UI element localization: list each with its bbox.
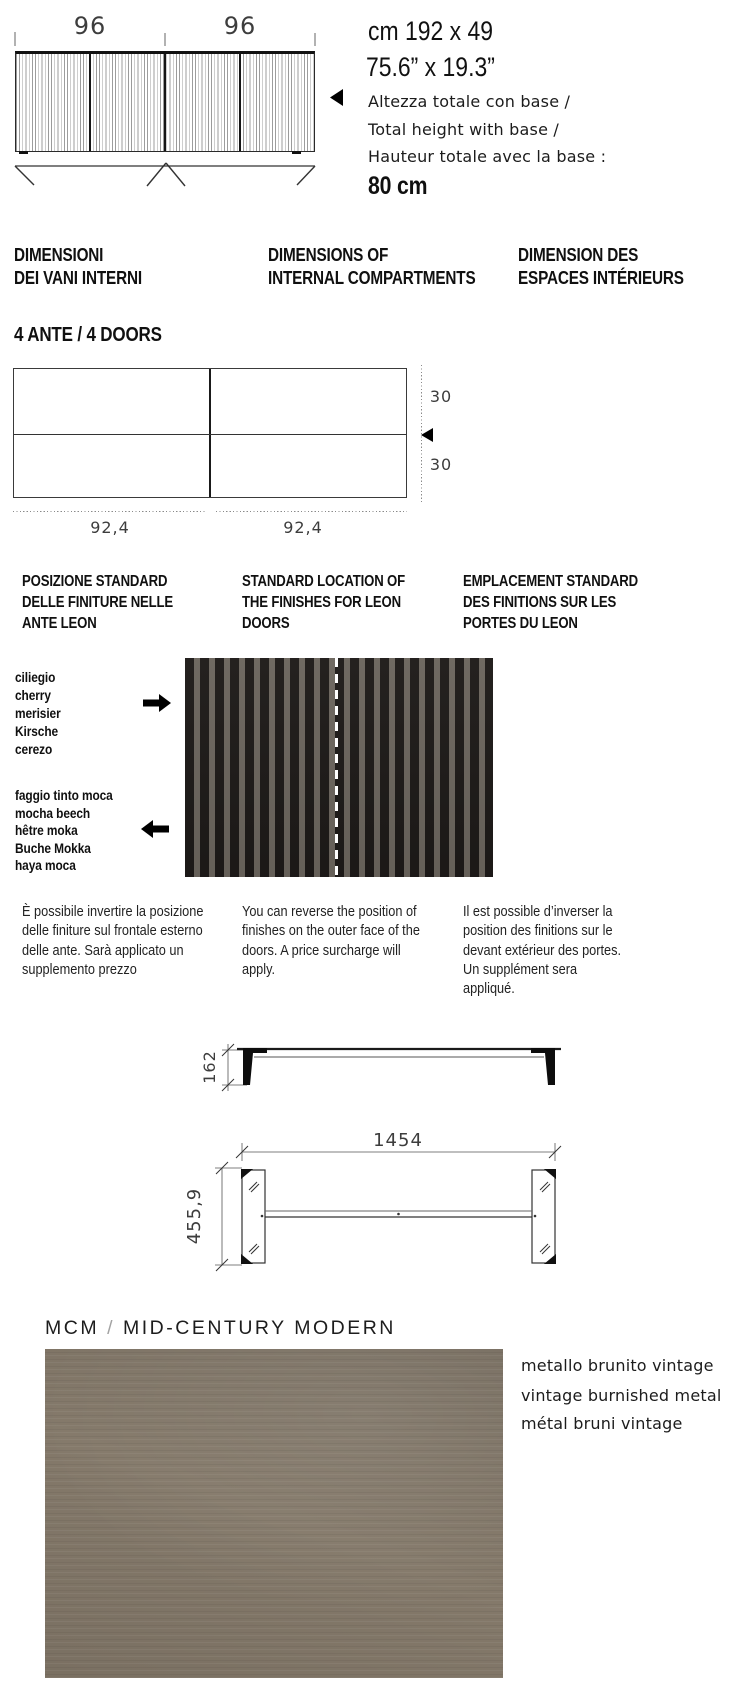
note-fr: Il est possible d’inverser la position des finitions sur le devant extérieur des portes. Un supplément sera appliqué.: [463, 903, 622, 998]
arrow-left-icon: [141, 820, 169, 838]
finish-b-names: faggio tinto moca mocha beech hêtre moka Buche Mokka haya moca: [15, 787, 113, 873]
header-dimensions-en: DIMENSIONS OF INTERNAL COMPARTMENTS: [268, 245, 476, 288]
compartment-width-left-label: 92,4: [90, 518, 130, 537]
arrow-right-icon: [143, 694, 171, 712]
door-divider: [164, 54, 166, 151]
height-note-it: Altezza totale con base /: [368, 92, 571, 111]
note-en: You can reverse the position of finishes on the outer face of the doors. A price surcharge will apply.: [242, 903, 420, 978]
header-finish-fr: EMPLACEMENT STANDARD DES FINITIONS SUR LES PORTES DU LEON: [463, 573, 638, 632]
door-width-left-label: 96: [73, 12, 107, 40]
compartments-diagram: [13, 368, 407, 498]
burnished-metal-swatch-image: [45, 1349, 503, 1678]
compartment-width-right-label: 92,4: [283, 518, 323, 537]
dimension-dotted-line-left: [13, 511, 207, 512]
height-note-en: Total height with base /: [368, 120, 559, 139]
base-width-label: 1454: [373, 1130, 423, 1151]
compartment-height-bottom-label: 30: [429, 455, 453, 474]
metal-finish-name-it: metallo brunito vintage: [521, 1356, 714, 1375]
cabinet-foot: [292, 151, 301, 154]
door-divider: [89, 54, 91, 151]
cabinet-foot: [19, 151, 28, 154]
header-dimensions-fr: DIMENSION DES ESPACES INTÉRIEURS: [518, 245, 684, 288]
metal-finish-name-fr: métal bruni vintage: [521, 1414, 683, 1433]
fluted-door-finish-image: [185, 658, 493, 877]
header-dimensions-it: DIMENSIONI DEI VANI INTERNI: [14, 245, 142, 288]
pointer-left-icon: [330, 89, 344, 106]
header-finish-it: POSIZIONE STANDARD DELLE FINITURE NELLE ANTE LEON: [22, 573, 174, 632]
doors-title: 4 ANTE / 4 DOORS: [14, 324, 162, 346]
header-finish-en: STANDARD LOCATION OF THE FINISHES FOR LEON DOORS: [242, 573, 405, 632]
base-depth-label: 455,9: [184, 1187, 205, 1245]
compartment-divider-vertical: [209, 369, 211, 497]
door-divider: [239, 54, 241, 151]
metal-finish-name-en: vintage burnished metal: [521, 1386, 722, 1405]
height-note-fr: Hauteur totale avec la base :: [368, 147, 607, 166]
mcm-abbr: MCM: [45, 1317, 100, 1339]
finish-a-names: ciliegio cherry merisier Kirsche cerezo: [15, 669, 61, 757]
total-height-value: 80 cm: [368, 172, 428, 200]
door-width-right-label: 96: [223, 12, 257, 40]
pointer-left-icon: [421, 428, 434, 442]
mcm-section-title: [45, 1317, 396, 1340]
size-inches-label: 75.6” x 19.3”: [366, 52, 495, 82]
compartment-divider-horizontal: [14, 434, 406, 435]
cabinet-fluted-front: [15, 51, 315, 152]
dimension-dotted-line-right: [216, 511, 407, 512]
compartment-height-top-label: 30: [429, 387, 453, 406]
note-it: È possibile invertire la posizione delle finiture sul frontale esterno delle ante. Sarà applicato un supplemento prezzo: [22, 903, 204, 978]
base-height-label: 162: [200, 1050, 219, 1084]
mcm-name: MID-CENTURY MODERN: [123, 1317, 396, 1339]
finish-split-dashed-line: [335, 658, 338, 877]
size-cm-label: cm 192 x 49: [368, 16, 494, 46]
mcm-separator: /: [107, 1317, 115, 1339]
